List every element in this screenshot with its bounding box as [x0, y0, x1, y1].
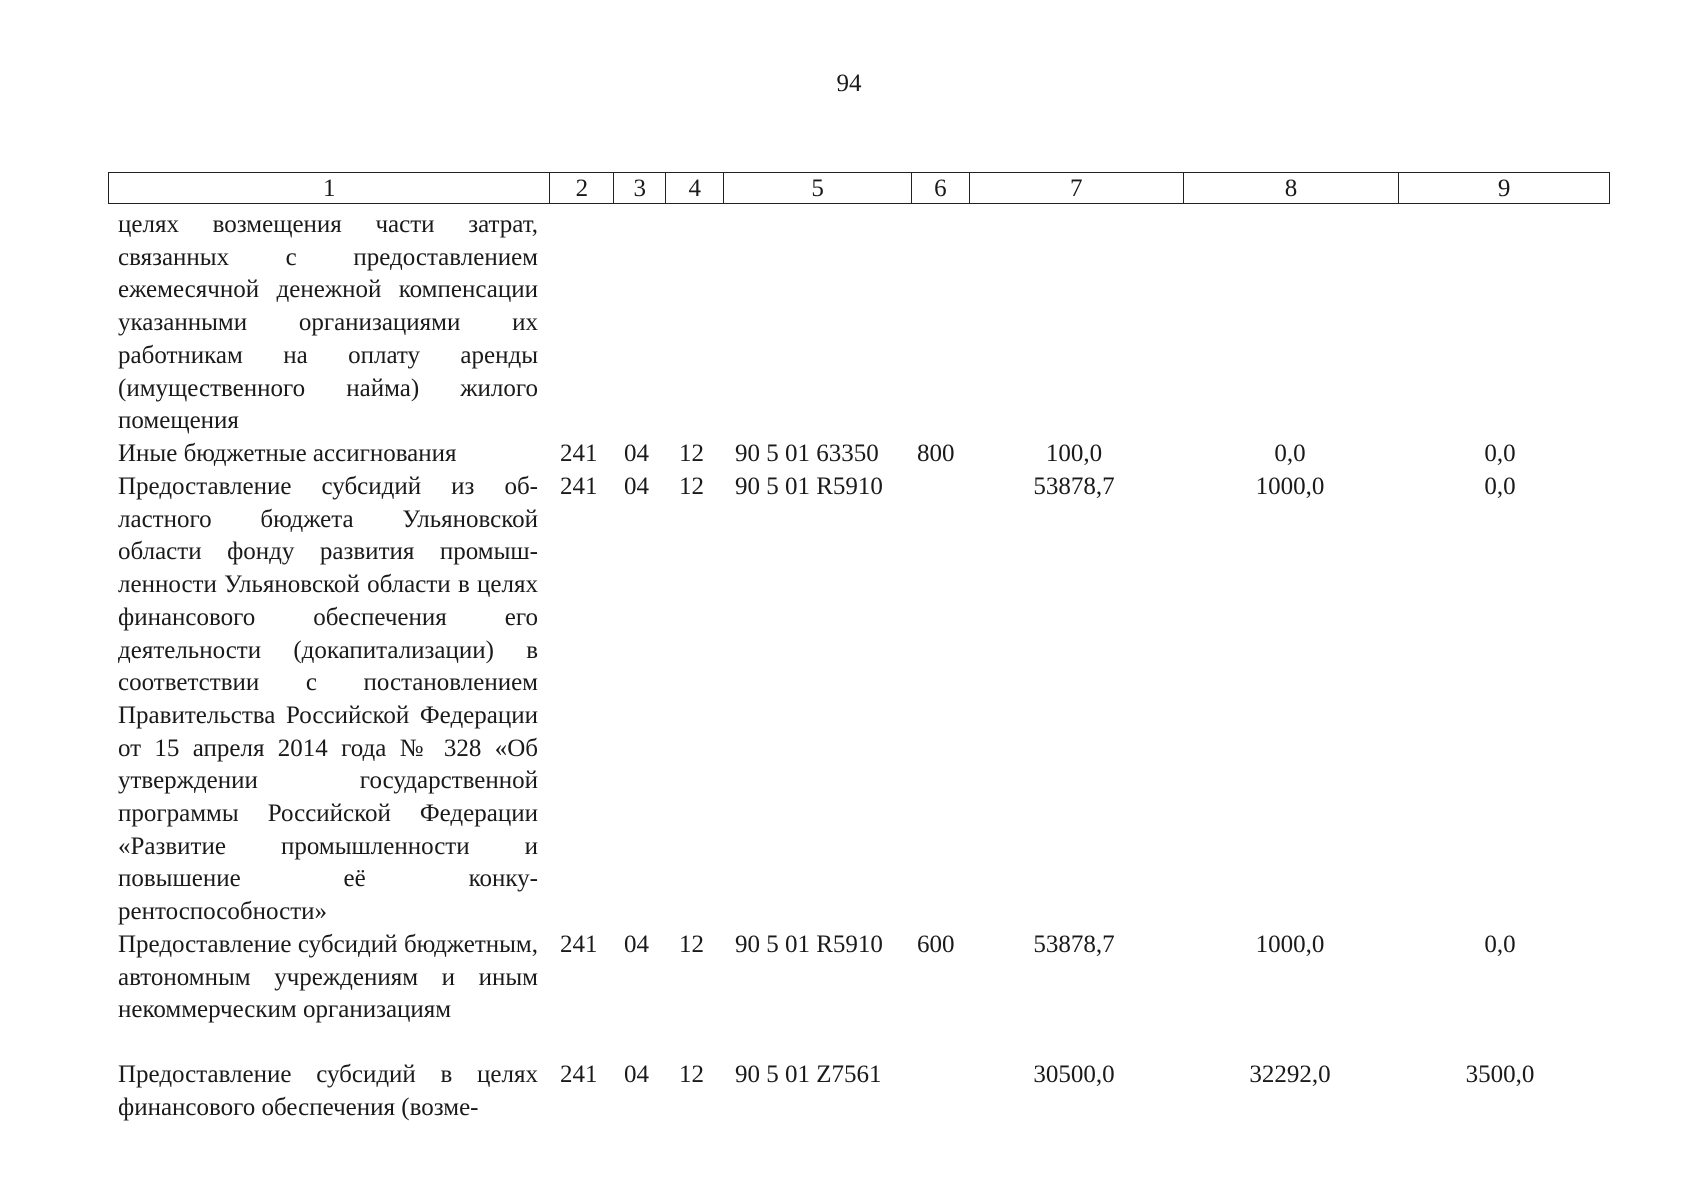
table-header — [108, 172, 1610, 204]
cell-col6: 800 — [917, 440, 955, 467]
row-description: Предоставление субсидий бюджетным, автономным учреждениям и иным некоммерческим организациям — [118, 931, 538, 1024]
page-number: 94 — [836, 70, 862, 97]
cell-col7: 53878,7 — [1033, 473, 1115, 500]
header-cell: 1 — [109, 173, 550, 203]
cell-col7: 100,0 — [1045, 440, 1103, 467]
cell-col8: 0,0 — [1274, 440, 1306, 467]
header-cell: 6 — [912, 173, 970, 203]
header-cell: 4 — [666, 173, 724, 203]
cell-col5: 90 5 01 R5910 — [735, 473, 883, 500]
cell-col3: 04 — [624, 440, 649, 467]
cell-col2: 241 — [560, 931, 598, 958]
cell-col9: 3500,0 — [1465, 1061, 1535, 1088]
header-cell: 8 — [1184, 173, 1400, 203]
header-cell: 2 — [550, 173, 614, 203]
row-description: Иные бюджетные ассигнования — [118, 440, 457, 467]
cell-col3: 04 — [624, 473, 649, 500]
header-cell: 5 — [724, 173, 912, 203]
cell-col5: 90 5 01 R5910 — [735, 931, 883, 958]
header-cell: 7 — [970, 173, 1184, 203]
cell-col4: 12 — [679, 931, 704, 958]
header-cell: 9 — [1497, 174, 1511, 202]
cell-col5: 90 5 01 63350 — [735, 440, 879, 467]
cell-col6: 600 — [917, 931, 955, 958]
cell-col4: 12 — [679, 473, 704, 500]
cell-col2: 241 — [560, 473, 598, 500]
row-description: целях возмещения части затрат, связанных с предоставлением ежемесячной денежной компенсации указанными организациями их работникам на оплату аренды (имущественного найма) жилого помещения — [118, 211, 538, 435]
cell-col9: 0,0 — [1484, 931, 1516, 958]
row-description: Предоставление субсидий в целях финансового обеспечения (возме- — [118, 1061, 538, 1121]
cell-col4: 12 — [679, 1061, 704, 1088]
cell-col2: 241 — [560, 1061, 598, 1088]
cell-col4: 12 — [679, 440, 704, 467]
cell-col9: 0,0 — [1484, 473, 1516, 500]
header-cell: 3 — [614, 173, 666, 203]
cell-col3: 04 — [624, 1061, 649, 1088]
cell-col7: 30500,0 — [1033, 1061, 1115, 1088]
row-description: Предоставление субсидий из областного бюджета Ульяновской области фонду развития промышленности Ульяновской области в целях финансового обеспечения его деятельности (докапитализации) в соответствии с постановлением Правительства Российской Федерации от 15 апреля 2014 года № 328 «Об утверждении государственной программы Российской Федерации «Развитие промышленности и повышение её конкурентоспособности» — [118, 473, 538, 926]
cell-col8: 32292,0 — [1249, 1061, 1331, 1088]
cell-col8: 1000,0 — [1255, 473, 1325, 500]
cell-col7: 53878,7 — [1033, 931, 1115, 958]
cell-col8: 1000,0 — [1255, 931, 1325, 958]
cell-col5: 90 5 01 Z7561 — [735, 1061, 882, 1088]
cell-col2: 241 — [560, 440, 598, 467]
cell-col3: 04 — [624, 931, 649, 958]
cell-col9: 0,0 — [1484, 440, 1516, 467]
